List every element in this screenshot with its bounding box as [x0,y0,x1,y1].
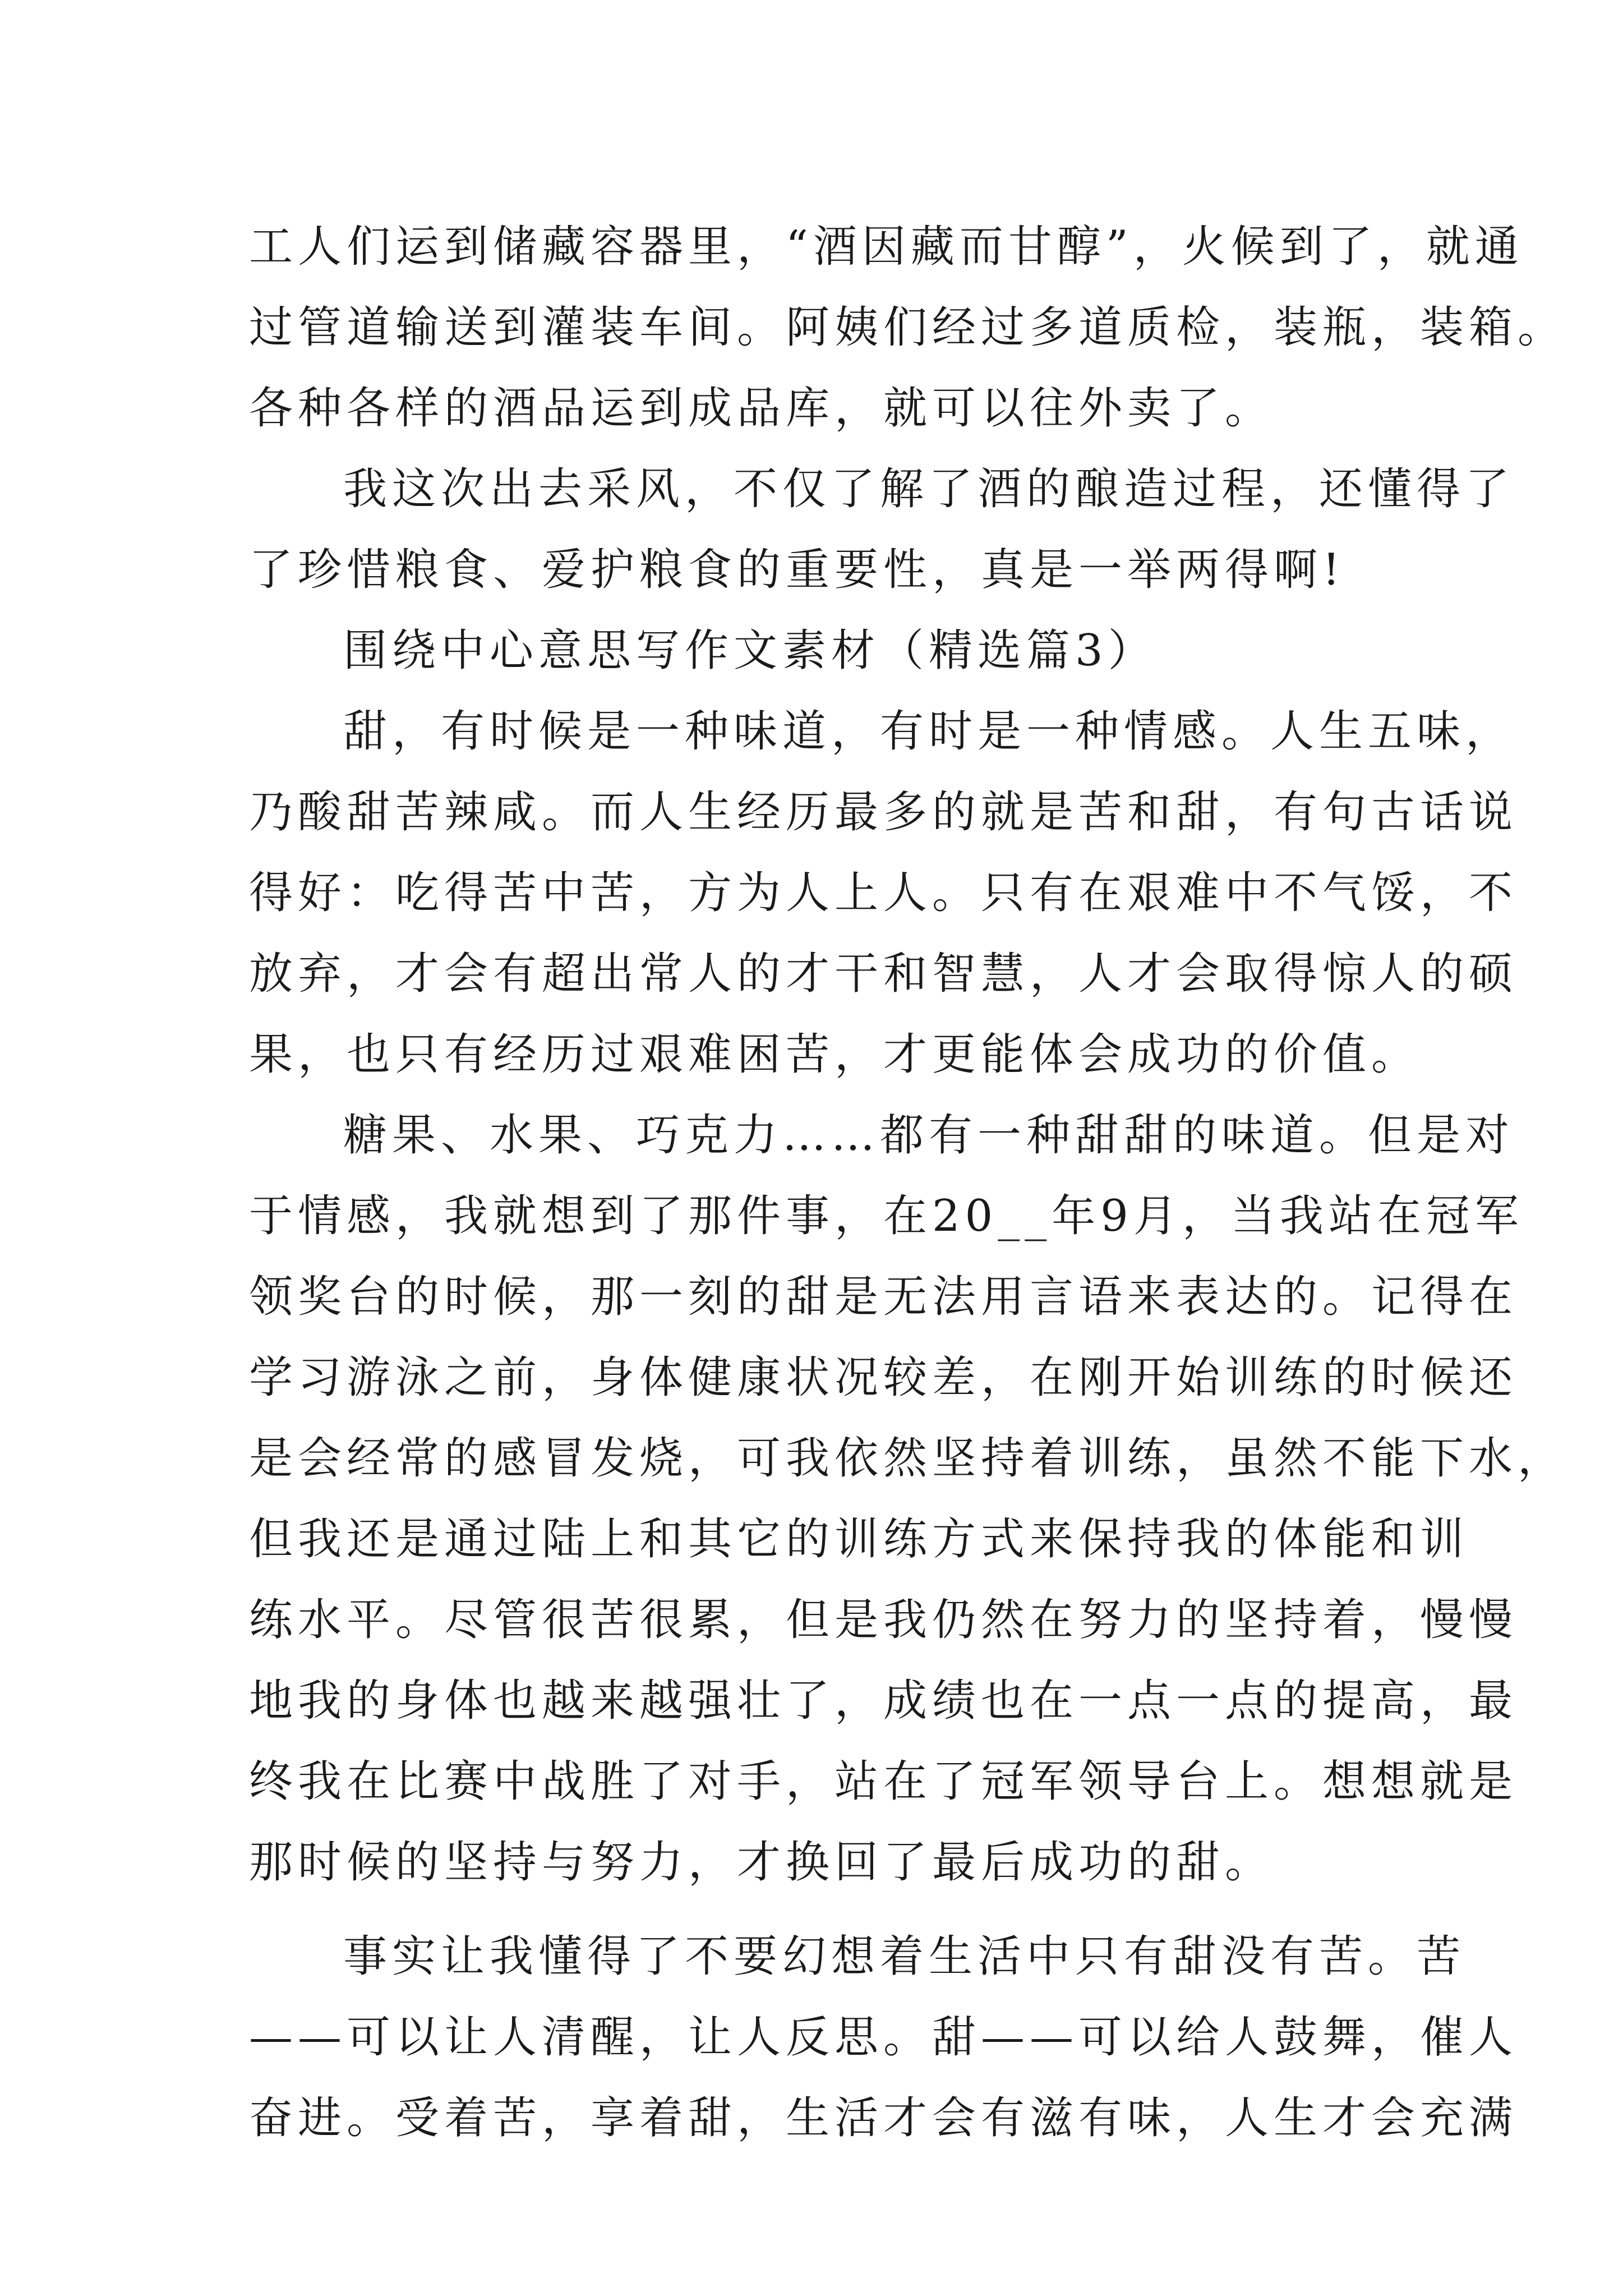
text-line: 果，也只有经历过艰难困苦，才更能体会成功的价值。 [249,1029,1421,1080]
text-line: 终我在比赛中战胜了对手，站在了冠军领导台上。想想就是 [249,1756,1518,1807]
text-line: 工人们运到储藏容器里，“酒因藏而甘醇”，火候到了，就通 [249,222,1524,272]
paragraph-start-line: 我这次出去采风，不仅了解了酒的酿造过程，还懂得了 [343,464,1515,514]
document-body [249,206,1567,2159]
text-line: 地我的身体也越来越强壮了，成绩也在一点一点的提高，最 [249,1676,1518,1726]
section-heading: 围绕中心意思写作文素材（精选篇3） [343,625,1157,676]
text-line: 学习游泳之前，身体健康状况较差，在刚开始训练的时候还 [249,1352,1518,1403]
text-line: 各种各样的酒品运到成品库，就可以往外卖了。 [249,383,1274,434]
text-line: 过管道输送到灌装车间。阿姨们经过多道质检，装瓶，装箱。 [249,302,1567,353]
paragraph-start-line: 事实让我懂得了不要幻想着生活中只有甜没有苦。苦 [343,1931,1466,1982]
text-line: 了珍惜粮食、爱护粮食的重要性，真是一举两得啊! [249,545,1345,595]
text-line: 领奖台的时候，那一刻的甜是无法用言语来表达的。记得在 [249,1272,1518,1322]
text-line: 得好：吃得苦中苦，方为人上人。只有在艰难中不气馁，不 [249,868,1518,918]
paragraph-start-line: 甜，有时候是一种味道，有时是一种情感。人生五味， [343,706,1515,757]
text-line: 奋进。受着苦，享着甜，生活才会有滋有味，人生才会充满 [249,2093,1518,2143]
paragraph-start-line: 糖果、水果、巧克力……都有一种甜甜的味道。但是对 [343,1110,1515,1161]
text-line: 于情感，我就想到了那件事，在20__年9月，当我站在冠军 [249,1191,1524,1241]
text-line: 放弃，才会有超出常人的才干和智慧，人才会取得惊人的硕 [249,949,1518,999]
text-line: 那时候的坚持与努力，才换回了最后成功的甜。 [249,1837,1274,1888]
text-line: 练水平。尽管很苦很累，但是我仍然在努力的坚持着，慢慢 [249,1595,1518,1645]
text-line: 但我还是通过陆上和其它的训练方式来保持我的体能和训 [249,1514,1469,1565]
text-line: 乃酸甜苦辣咸。而人生经历最多的就是苦和甜，有句古话说 [249,787,1518,838]
text-line: 是会经常的感冒发烧，可我依然坚持着训练，虽然不能下水， [249,1433,1567,1484]
text-line: ——可以让人清醒，让人反思。甜——可以给人鼓舞，催人 [249,2012,1518,2063]
